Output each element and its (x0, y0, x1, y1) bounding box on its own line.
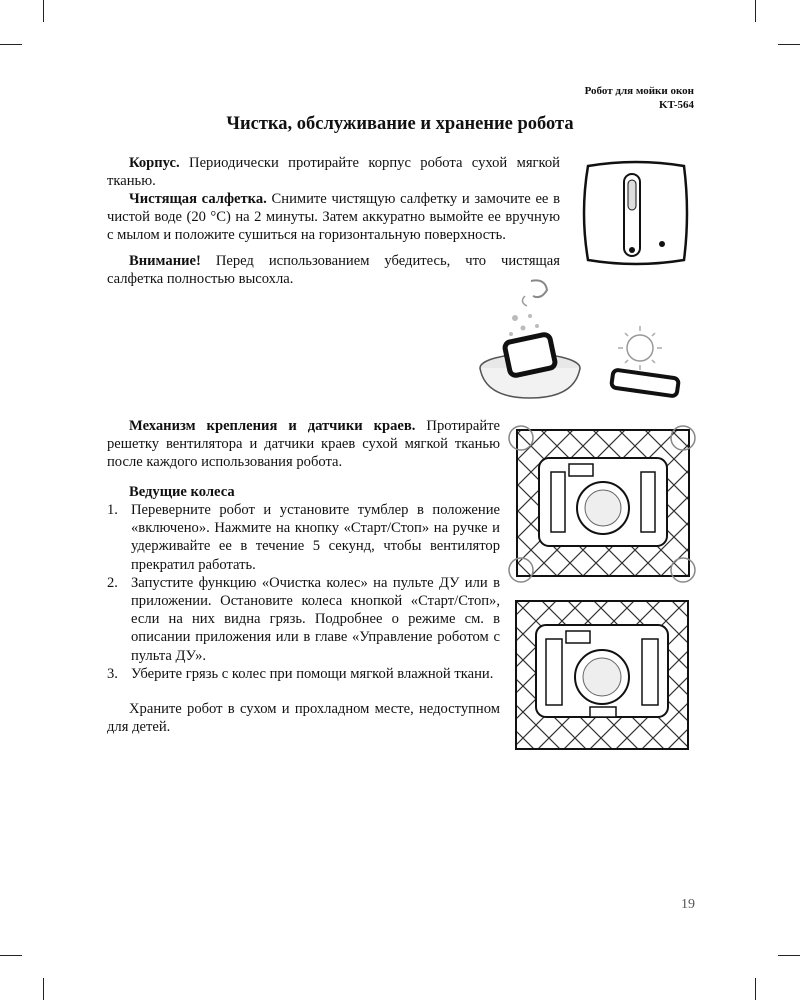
header-model: KT-564 (658, 99, 694, 111)
crop-mark (778, 955, 800, 956)
text-mount-sensors: Протирайте решетку вентилятора и датчики краев сухой мягкой тканью после каждого использования робота. (107, 418, 500, 471)
paragraph-body (107, 154, 560, 190)
list-text: Запустите функцию «Очистка колес» на пульте ДУ или в приложении. Остановите колеса кнопкой «Старт/Стоп», если на них видна грязь. Подробнее о режиме см. в описании приложения или в главе «Управление роботом с пульта ДУ». (131, 574, 500, 664)
crop-mark (755, 978, 756, 1000)
text-body: Периодически протирайте корпус робота сухой мягкой тканью. (107, 155, 560, 190)
crop-mark (43, 978, 44, 1000)
crop-mark (778, 44, 800, 45)
robot-bottom-sensors-illustration (505, 420, 700, 585)
running-header (585, 84, 694, 112)
list-item (107, 574, 500, 665)
crop-mark (0, 955, 22, 956)
header-product: Робот для мойки окон (584, 85, 694, 97)
heading-wheels (107, 483, 500, 501)
term-body: Корпус. (129, 155, 180, 171)
crop-mark (0, 44, 22, 45)
text-warning: Перед использованием убедитесь, что чистящая салфетка полностью высохла. (107, 253, 560, 288)
cloth-washing-illustration (475, 276, 585, 401)
text-cloth: Снимите чистящую салфетку и замочите ее в чистой воде (20 °C) на 2 минуты. Затем аккуратно вымойте ее вручную с мылом и положите сушиться на горизонтальную поверхность. (107, 191, 560, 244)
term-warning: Внимание! (129, 253, 201, 269)
crop-mark (755, 0, 756, 22)
robot-bottom-wheels-illustration (510, 595, 695, 755)
term-mount-sensors: Механизм крепления и датчики краев. (129, 418, 416, 434)
list-number: 1. (107, 502, 118, 518)
paragraph-storage: Храните робот в сухом и прохладном месте, недоступном для детей. (107, 701, 500, 736)
robot-top-illustration (582, 160, 690, 266)
list-text: Уберите грязь с колес при помощи мягкой влажной ткани. (131, 665, 494, 682)
page-number: 19 (681, 897, 695, 912)
heading-wheels-text: Ведущие колеса (129, 484, 235, 500)
list-item (107, 665, 500, 683)
list-item (107, 501, 500, 574)
page-title: Чистка, обслуживание и хранение робота (226, 114, 574, 134)
term-cloth: Чистящая салфетка. (129, 191, 267, 207)
list-number: 2. (107, 574, 118, 591)
crop-mark (43, 0, 44, 22)
wheels-steps (107, 501, 500, 683)
list-number: 3. (107, 665, 118, 682)
paragraph-mount-sensors (107, 417, 500, 472)
cloth-drying-illustration (600, 322, 692, 398)
paragraph-cloth (107, 190, 560, 245)
list-text: Переверните робот и установите тумблер в положение «включено». Нажмите на кнопку «Старт/Стоп» на ручке и удерживайте ее в течение 5 секунд, чтобы вентилятор прекратил работать. (131, 502, 500, 573)
